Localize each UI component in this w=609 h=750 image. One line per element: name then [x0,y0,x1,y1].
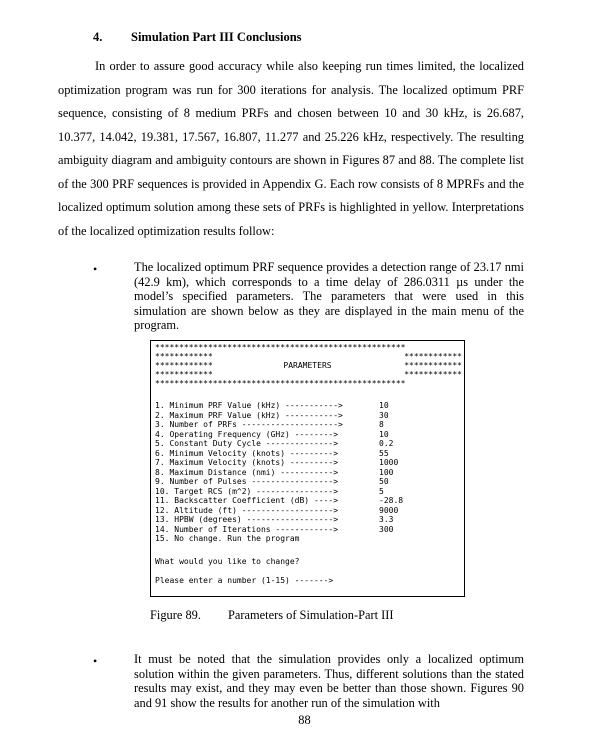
parameter-value: 5 [379,486,384,496]
parameter-value: 50 [379,477,389,486]
parameter-label: 10. Target RCS (m^2) ----------------> [155,486,339,496]
terminal-prompt[interactable]: Please enter a number (1-15) -------> [155,576,334,585]
parameter-label: 11. Backscatter Coefficient (dB) ----> [155,496,339,505]
parameter-item[interactable] [155,525,439,535]
terminal-title: PARAMETERS [283,361,332,370]
figure-label: Figure 89. [150,608,201,622]
parameter-item[interactable] [155,515,439,525]
parameter-label: 6. Minimum Velocity (knots) ---------> [155,448,339,458]
parameter-value: 3.3 [379,515,394,524]
parameter-item[interactable] [155,401,439,411]
parameter-label: 13. HPBW (degrees) ------------------> [155,515,339,524]
terminal-stars-left: ************ [155,361,213,370]
parameter-value: 1000 [379,458,399,467]
terminal-stars-left: ************ [155,352,213,361]
parameter-label: 5. Constant Duty Cycle --------------> [155,439,339,448]
bullet-text-localized-note: It must be noted that the simulation provides only a localized optimum solution within the given parameters. Thus, different solutions than the stated results may exist, and they may even be better than those shown. Figures 90 and 91 show the results for another run of the simulation with [134,652,524,710]
parameter-label: 4. Operating Frequency (GHz) --------> [155,429,339,439]
parameter-item[interactable] [155,420,439,430]
parameter-value: 8 [379,420,384,429]
terminal-stars-right: ************ [404,361,462,370]
parameter-list [155,401,439,544]
page-number: 88 [298,713,311,727]
parameter-value [379,534,439,544]
parameter-value: 9000 [379,505,399,515]
parameter-label: 8. Maximum Distance (nmi) -----------> [155,467,339,477]
parameter-label: 12. Altitude (ft) -------------------> [155,505,339,515]
parameter-value: 10 [379,429,389,439]
parameter-item[interactable] [155,439,439,449]
terminal-stars-right: ************ [404,352,462,361]
parameter-item[interactable] [155,534,439,544]
figure-caption [150,608,394,623]
section-heading [93,30,302,45]
parameter-item[interactable] [155,458,439,468]
section-title: Simulation Part III Conclusions [131,30,302,44]
parameter-item[interactable] [155,430,439,440]
bullet-symbol: • [93,654,98,668]
parameter-label: 3. Number of PRFs --------------------> [155,420,343,429]
terminal-stars-left: ************ [155,370,213,379]
parameter-label: 15. No change. Run the program [155,534,300,543]
parameter-value: 10 [379,401,389,410]
intro-paragraph: In order to assure good accuracy while also keeping run times limited, the localized optimization program was run for 300 iterations for analysis. The localized optimum PRF sequence, consisting of 8 medium PRFs and chosen between 10 and 30 kHz, is 26.687, 10.377, 14.042, 19.381, 17.567, 16.807, 11.277 and 25.226 kHz, respectively. The resulting ambiguity diagram and ambiguity contours are shown in Figures 87 and 88. The complete list of the 300 PRF sequences is provided in Appendix G. Each row consists of 8 MPRFs and the localized optimum solution among these sets of PRFs is highlighted in yellow. Interpretations of the localized optimization results follow: [58,59,524,238]
parameter-value: 55 [379,448,389,458]
parameter-label: 2. Maximum PRF Value (kHz) -----------> [155,410,343,420]
bullet-text-detection-range: The localized optimum PRF sequence provides a detection range of 23.17 nmi (42.9 km), which corresponds to a time delay of 286.0311 µs under the model’s specified parameters. The parameters that were used in this simulation are shown below as they are displayed in the main menu of the program. [134,260,524,333]
parameters-terminal [150,340,465,597]
parameter-value: 300 [379,524,394,534]
terminal-stars-right: ************ [404,370,462,379]
parameter-label: 1. Minimum PRF Value (kHz) -----------> [155,401,343,410]
parameter-item[interactable] [155,487,439,497]
terminal-question: What would you like to change? [155,557,300,566]
parameter-value: 0.2 [379,439,394,448]
parameter-item[interactable] [155,506,439,516]
bullet-symbol: • [93,262,98,276]
parameter-label: 9. Number of Pulses -----------------> [155,477,339,486]
parameter-value: 30 [379,410,389,420]
parameter-value: 100 [379,467,394,477]
section-number: 4. [93,30,103,44]
terminal-stars-row: **************************************************** [155,343,406,352]
parameter-item[interactable] [155,496,439,506]
parameter-item[interactable] [155,449,439,459]
parameter-item[interactable] [155,411,439,421]
parameter-value: -28.8 [379,496,404,505]
terminal-stars-row: **************************************************** [155,379,406,388]
parameter-item[interactable] [155,468,439,478]
parameter-label: 7. Maximum Velocity (knots) ---------> [155,458,339,467]
parameter-item[interactable] [155,477,439,487]
parameter-label: 14. Number of Iterations ------------> [155,524,339,534]
figure-caption-text: Parameters of Simulation-Part III [228,608,394,622]
